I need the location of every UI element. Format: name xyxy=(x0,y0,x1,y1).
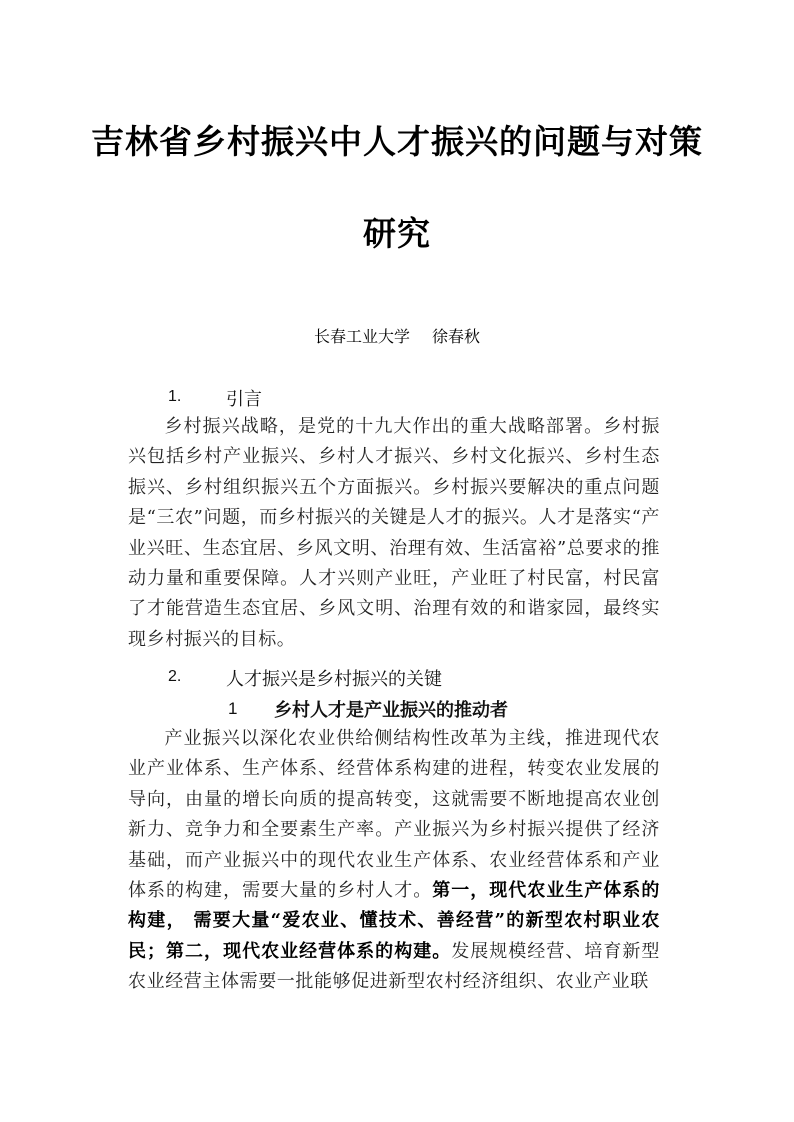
paragraph-text-continued: 发展规模经营、培育新型农业经营主体需要一批能够促进新型农村经济组织、农业产业联 xyxy=(128,940,660,993)
document-title-line-1: 吉林省乡村振兴中人才振兴的问题与对策 xyxy=(91,122,703,161)
paragraph-text-bold: 第一，现代农业生产体系的构建， 需要大量“爱农业、懂技术、善经营”的新型农村职业农民；第二，现代农业经营体系的构建。 xyxy=(128,880,660,962)
subsection-1-paragraph xyxy=(128,724,660,998)
section-1-heading: 引言 xyxy=(226,389,262,410)
paragraph-text-regular: 产业振兴以深化农业供给侧结构性改革为主线，推进现代农业产业体系、生产体系、经营体系构建的进程，转变农业发展的导向，由量的增长向质的提高转变，这就需要不断地提高农业创新力、竞争力和全要素生产率。产业振兴为乡村振兴提供了经济基础，而产业振兴中的现代农业生产体系、农业经营体系和产业体系的构建，需要大量的乡村人才。 xyxy=(128,728,660,902)
section-1-paragraph-text: 乡村振兴战略，是党的十九大作出的重大战略部署。乡村振兴包括乡村产业振兴、乡村人才振兴、乡村文化振兴、乡村生态振兴、乡村组织振兴五个方面振兴。乡村振兴要解决的重点问题是“三农”问题，而乡村振兴的关键是人才的振兴。人才是落实“产业兴旺、生态宜居、乡风文明、治理有效、生活富裕”总要求的推动力量和重要保障。人才兴则产业旺，产业旺了村民富，村民富了才能营造生态宜居、乡风文明、治理有效的和谐家园，最终实现乡村振兴的目标。 xyxy=(128,416,660,650)
section-1-number: 1. xyxy=(168,388,182,405)
author-line xyxy=(0,324,794,347)
subsection-1-number: 1 xyxy=(228,699,238,718)
section-1-paragraph xyxy=(128,412,660,655)
author-affiliation: 长春工业大学 xyxy=(313,327,410,346)
section-2-heading: 人才振兴是乡村振兴的关键 xyxy=(226,669,442,690)
document-title-line-2: 研究 xyxy=(363,214,431,253)
section-2-number: 2. xyxy=(168,668,182,685)
subsection-1-heading: 乡村人才是产业振兴的推动者 xyxy=(274,700,508,721)
author-name: 徐春秋 xyxy=(432,327,481,346)
